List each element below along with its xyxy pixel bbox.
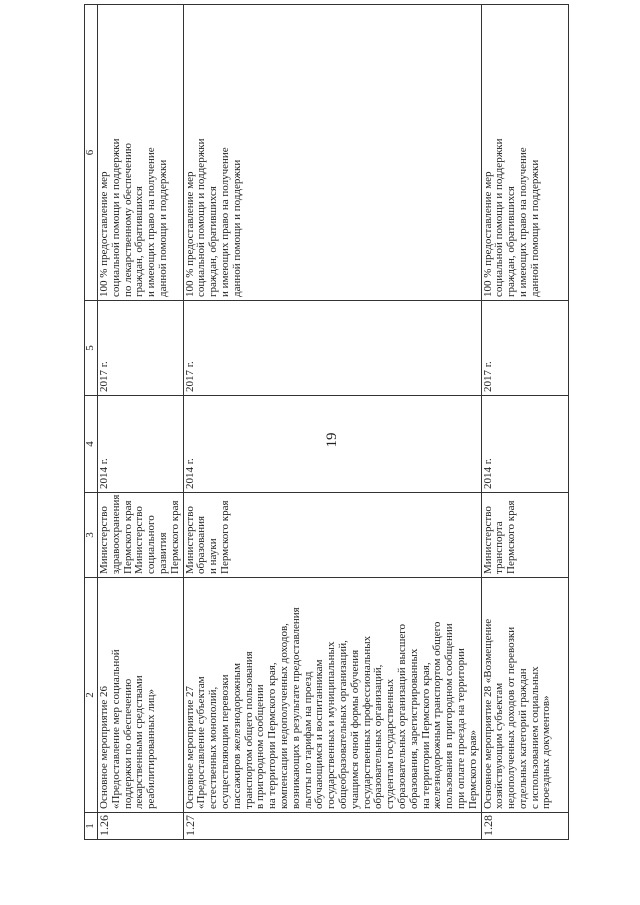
column-header-5: 5 xyxy=(85,301,98,396)
table-row xyxy=(481,5,568,840)
column-header-6: 6 xyxy=(85,5,98,301)
measure-cell: Основное мероприятие 27 «Предоставление субъектам естественных монополий, осуществляющим перевозки пассажиров железнодорожным транспортом общего пользования в пригородном сообщении на территории Пермского края, компенсации недополученных доходов, возникающих в результате предоставления льготы по тарифам на проезд обучающимся и воспитанникам государственных и муниципальных общеобразовательных организаций, учащимся очной формы обучения государственных профессиональных образовательных организаций, студентам государственных образовательных организаций высшего образования, зарегистрированных на территории Пермского края, железнодорожным транспортом общего пользования в пригородном сообщении при оплате проезда на территории Пермского края» xyxy=(183,578,481,813)
start-year-cell: 2014 г. xyxy=(481,396,568,493)
end-year-cell: 2017 г. xyxy=(98,301,184,396)
row-number: 1.28 xyxy=(481,813,568,840)
result-cell: 100 % предоставление мер социальной помощи и поддержки по лекарственному обеспечению граждан, обратившихся и имеющих право на получение данной помощи и поддержки xyxy=(98,5,184,301)
result-cell: 100 % предоставление мер социальной помощи и поддержки граждан, обратившихся и имеющих право на получение данной помощи и поддержки xyxy=(481,5,568,301)
result-cell: 100 % предоставление мер социальной помощи и поддержки граждан, обратившихся и имеющих право на получение данной помощи и поддержки xyxy=(183,5,481,301)
start-year-cell: 2014 г. xyxy=(98,396,184,493)
column-header-3: 3 xyxy=(85,493,98,578)
executor-cell: Министерство транспорта Пермского края xyxy=(481,493,568,578)
column-header-1: 1 xyxy=(85,813,98,840)
end-year-cell: 2017 г. xyxy=(481,301,568,396)
page-number: 19 xyxy=(324,432,340,448)
rotated-landscape-page xyxy=(84,35,574,840)
table-row xyxy=(98,5,184,840)
measure-cell: Основное мероприятие 26 «Предоставление мер социальной поддержки по обеспечению лекарственными средствами реабилитированных лиц» xyxy=(98,578,184,813)
executor-cell: Министерство здравоохранения Пермского края Министерство социального развития Пермского края xyxy=(98,493,184,578)
measure-cell: Основное мероприятие 28 «Возмещение хозяйствующим субъектам недополученных доходов от перевозки отдельных категорий граждан с использованием социальных проездных документов» xyxy=(481,578,568,813)
end-year-cell: 2017 г. xyxy=(183,301,481,396)
column-header-4: 4 xyxy=(85,396,98,493)
row-number: 1.27 xyxy=(183,813,481,840)
table-header-row xyxy=(85,5,98,840)
measures-table xyxy=(84,4,569,840)
table-row xyxy=(183,5,481,840)
executor-cell: Министерство образования и науки Пермского края xyxy=(183,493,481,578)
column-header-2: 2 xyxy=(85,578,98,813)
start-year-cell: 2014 г. xyxy=(183,396,481,493)
row-number: 1.26 xyxy=(98,813,184,840)
